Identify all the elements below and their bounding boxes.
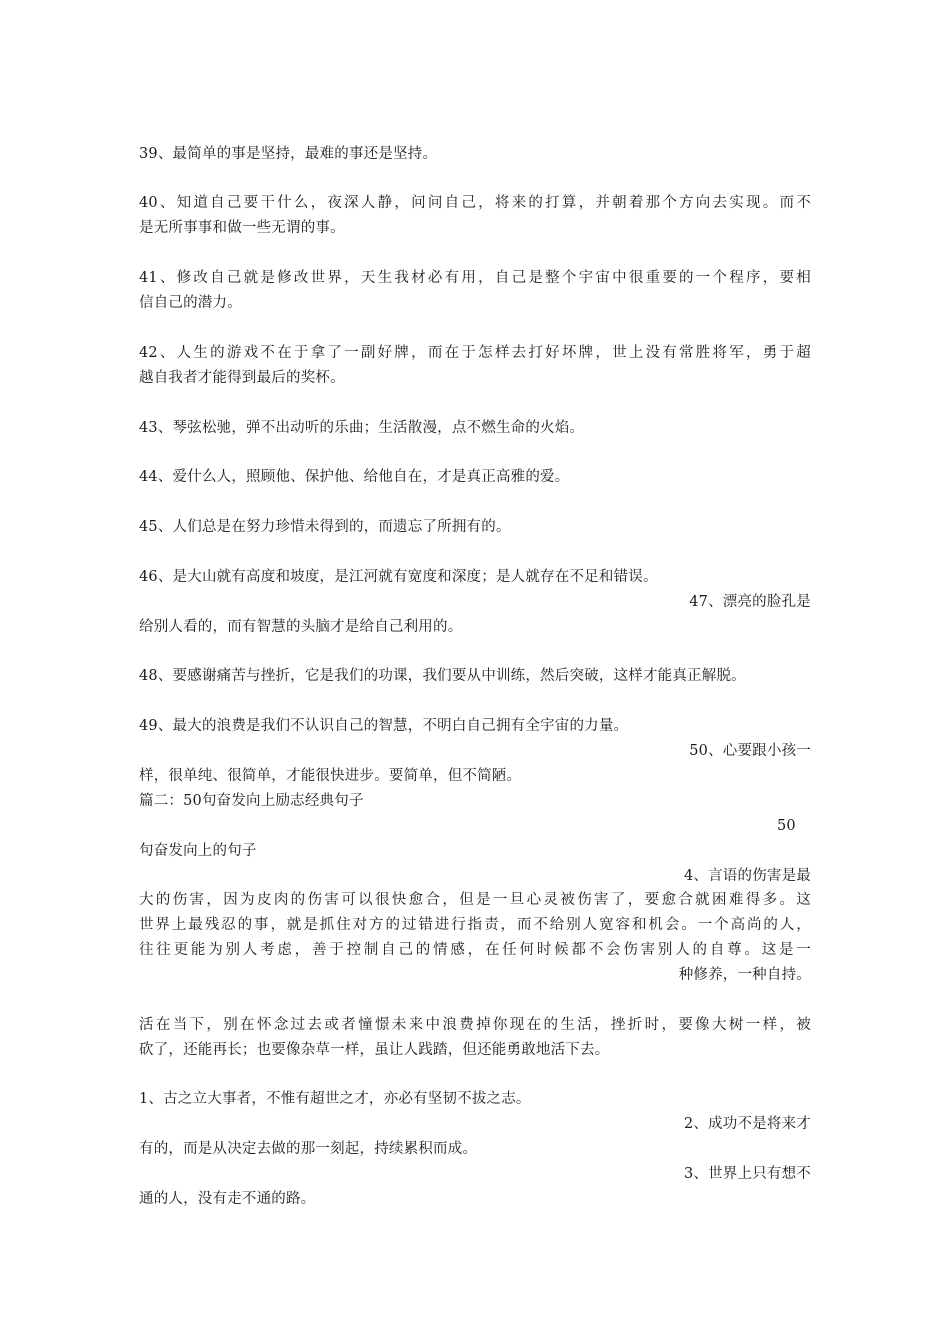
text-line: 50、心要跟小孩一 <box>689 743 811 759</box>
text-line: 信自己的潜力。 <box>139 295 242 311</box>
text-line: 有的，而是从决定去做的那一刻起，持续累积而成。 <box>139 1141 478 1157</box>
text-line: 砍了，还能再长；也要像杂草一样，虽让人践踏，但还能勇敢地活下去。 <box>139 1042 610 1058</box>
text-line: 45、人们总是在努力珍惜未得到的，而遗忘了所拥有的。 <box>139 519 511 535</box>
text-line: 通的人，没有走不通的路。 <box>139 1191 316 1207</box>
text-line: 往往更能为别人考虑，善于控制自己的情感，在任何时候都不会伤害别人的自尊。这是一 <box>139 942 811 958</box>
text-line: 种修养，一种自持。 <box>678 967 811 983</box>
text-line: 42、人生的游戏不在于拿了一副好牌，而在于怎样去打好坏牌，世上没有常胜将军，勇于超 <box>139 345 811 361</box>
text-line: 句奋发向上的句子 <box>139 843 257 859</box>
text-line: 样，很单纯、很简单，才能很快进步。要简单，但不简陋。 <box>139 768 522 784</box>
text-line: 给别人看的，而有智慧的头脑才是给自己利用的。 <box>139 619 463 635</box>
text-line: 48、要感谢痛苦与挫折，它是我们的功课，我们要从中训练，然后突破，这样才能真正解脱。 <box>139 668 746 684</box>
text-line: 41、修改自己就是修改世界，天生我材必有用，自己是整个宇宙中很重要的一个程序，要相 <box>139 270 811 286</box>
text-line: 世界上最残忍的事，就是抓住对方的过错进行指责，而不给别人宽容和机会。一个高尚的人， <box>139 917 811 933</box>
text-line: 40、知道自己要干什么，夜深人静，问问自己，将来的打算，并朝着那个方向去实现。而不 <box>139 195 811 211</box>
text-line: 1、古之立大事者，不惟有超世之才，亦必有坚韧不拔之志。 <box>139 1091 531 1107</box>
text-line: 47、漂亮的脸孔是 <box>689 594 811 610</box>
text-line: 46、是大山就有高度和坡度，是江河就有宽度和深度；是人就存在不足和错误。 <box>139 569 658 585</box>
text-line: 39、最简单的事是坚持，最难的事还是坚持。 <box>139 146 438 162</box>
text-line: 44、爱什么人，照顾他、保护他、给他自在，才是真正高雅的爱。 <box>139 469 570 485</box>
text-line: 是无所事事和做一些无谓的事。 <box>139 220 345 236</box>
text-line: 50 <box>777 818 796 834</box>
text-line: 43、琴弦松驰，弹不出动听的乐曲；生活散漫，点不燃生命的火焰。 <box>139 420 585 436</box>
text-line: 2、成功不是将来才 <box>683 1116 811 1132</box>
text-line: 49、最大的浪费是我们不认识自己的智慧，不明白自己拥有全宇宙的力量。 <box>139 718 629 734</box>
text-line: 大的伤害，因为皮肉的伤害可以很快愈合，但是一旦心灵被伤害了，要愈合就困难得多。这 <box>139 892 811 908</box>
text-line: 活在当下，别在怀念过去或者憧憬未来中浪费掉你现在的生活，挫折时，要像大树一样，被 <box>139 1017 811 1033</box>
text-line: 3、世界上只有想不 <box>683 1166 811 1182</box>
text-line: 越自我者才能得到最后的奖杯。 <box>139 370 345 386</box>
text-line: 4、言语的伤害是最 <box>683 868 811 884</box>
section-heading: 篇二：50句奋发向上励志经典句子 <box>139 793 364 809</box>
